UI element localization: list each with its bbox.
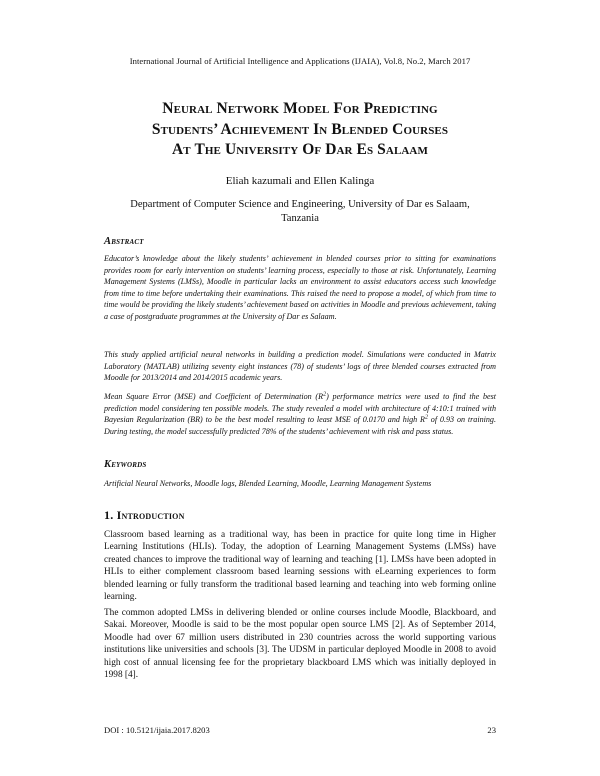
- paper-title: [60, 99, 540, 161]
- page-number: 23: [487, 725, 496, 735]
- title-line: At The University Of Dar Es Salaam: [172, 141, 428, 158]
- intro-paragraph-2: The common adopted LMSs in delivering blended or online courses include Moodle, Blackboard, and Sakai. Moreover, Moodle is said to be the most popular open source LMS [2]. As of September 2014, Moodle had over 67 million users distributed in 230 countries across the world supporting various institutions like universities and schools [3]. The UDSM in particular deployed Moodle in 2008 to avoid high cost of annual licensing fee for the proprietary blackboard LMS which was initially deployed in 1998 [4].: [104, 608, 496, 681]
- journal-header: International Journal of Artificial Intelligence and Applications (IJAIA), Vol.8, No.2, March 2017: [129, 56, 471, 66]
- keywords-heading: Keywords: [104, 459, 147, 470]
- keywords-text: Artificial Neural Networks, Moodle logs, Blended Learning, Moodle, Learning Management Systems: [104, 479, 432, 488]
- abstract-paragraph-1: Educator’s knowledge about the likely students’ achievement in blended courses prior to sitting for examinations provides room for early intervention on students’ learning process, especially to those at risk. Unfortunately, Learning Management Systems (LMSs), Moodle in particular lacks an environment to assist educators access such knowledge from time to time before undertaking their examinations. This raised the need to propose a model, of which from time to time would be providing the likely students’ achievement based on activities in Moodle and previous achievement, taking a case of postgraduate programmes at the University of Dar es Salaam.: [104, 254, 496, 321]
- abstract-heading: Abstract: [104, 236, 144, 247]
- abstract-paragraph-2: This study applied artificial neural networks in building a prediction model. Simulations were conducted in Matrix Laboratory (MATLAB) utilizing seventy eight instances (78) of students’ logs of three blended courses extracted from Moodle for 2013/2014 and 2014/2015 academic years.: [104, 350, 496, 383]
- authors: Eliah kazumali and Ellen Kalinga: [225, 175, 375, 187]
- abstract-paragraph-3: Mean Square Error (MSE) and Coefficient of Determination $(R^2)$ performance metrics were used to find the best prediction model considering ten possible models. The study revealed a model with architecture of 4:10:1 trained with Bayesian Regularization (BR) to be the best model resulting to least MSE of 0.0170 and high $R^2$ of 0.93 on training. During testing, the model successfully predicted 78% of the students’ achievement with risk and pass status.: [104, 391, 496, 436]
- affiliation-line: Department of Computer Science and Engineering, University of Dar es Salaam,: [130, 199, 470, 210]
- affiliation-line: Tanzania: [281, 213, 319, 224]
- doi: DOI : 10.5121/ijaia.2017.8203: [104, 725, 210, 735]
- affiliation: [100, 198, 500, 226]
- introduction-heading: 1. Introduction: [104, 508, 185, 522]
- intro-paragraph-1: Classroom based learning as a traditional way, has been in practice for quite long time in Higher Learning Institutions (HLIs). Today, the adoption of Learning Management Systems (LMSs) have created chances to improve the traditional way of learning and teaching [1]. LMSs have been adopted in HLIs to either complement classroom based learning sessions with eLearning experiences to form blended learning or fully transform the traditional based learning and teaching into web forming online learning.: [104, 530, 496, 603]
- title-line: Students’ Achievement In Blended Courses: [151, 120, 449, 138]
- title-line: Neural Network Model For Predicting: [162, 100, 438, 117]
